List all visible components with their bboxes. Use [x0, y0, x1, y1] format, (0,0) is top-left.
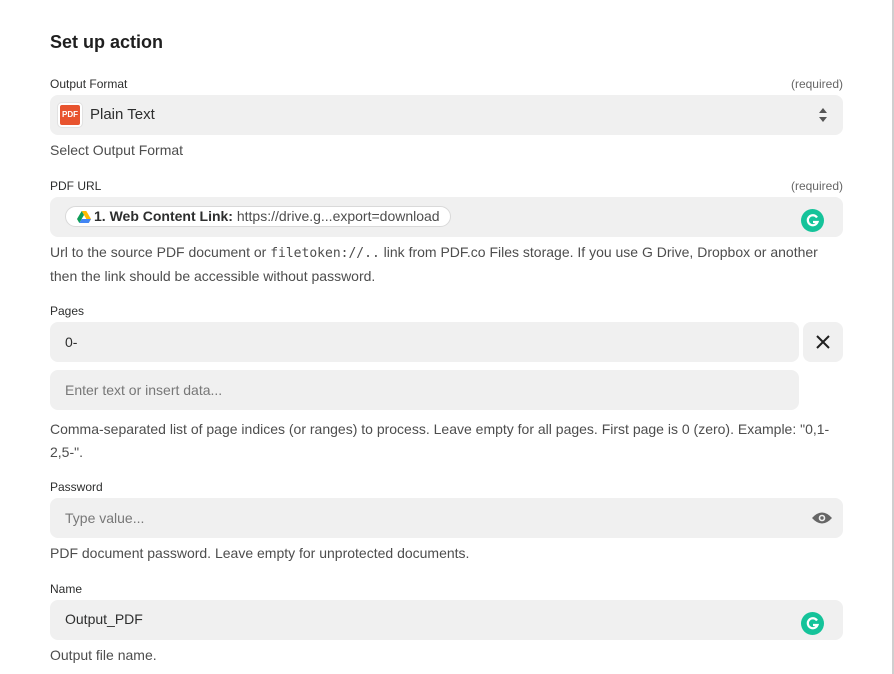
sort-arrows-icon — [818, 107, 828, 123]
eye-icon[interactable] — [811, 511, 833, 525]
output-format-select[interactable] — [50, 95, 843, 135]
output-format-value: Plain Text — [90, 106, 155, 123]
google-drive-icon — [77, 211, 91, 223]
chip-prefix: 1. Web Content Link: — [94, 208, 233, 224]
pdf-url-field[interactable] — [50, 197, 843, 237]
output-format-help: Select Output Format — [50, 142, 184, 158]
name-input[interactable] — [50, 600, 843, 640]
remove-pages-button[interactable] — [803, 322, 843, 362]
pages-extra-input[interactable] — [50, 370, 799, 410]
name-help: Output file name. — [50, 647, 157, 663]
pages-help: Comma-separated list of page indices (or ranges) to process. Leave empty for all pages. First page is 0 (zero). Example: "0,1-2,5-". — [50, 421, 830, 460]
name-label: Name — [50, 582, 83, 596]
password-label: Password — [50, 480, 103, 494]
pages-input[interactable] — [50, 322, 799, 362]
chip-value: https://drive.g...export=download — [236, 208, 440, 224]
pages-label: Pages — [50, 304, 85, 318]
close-icon — [816, 335, 830, 349]
password-placeholder: Type value... — [65, 510, 145, 526]
password-input[interactable] — [50, 498, 843, 538]
pdf-url-required: (required) — [790, 179, 843, 193]
password-help: PDF document password. Leave empty for unprotected documents. — [50, 545, 470, 561]
output-format-required: (required) — [790, 77, 843, 91]
pdf-url-help: Url to the source PDF document or filetoken://.. link from PDF.co Files storage. If you use G Drive, Dropbox or another then the link should be accessible without password. — [50, 244, 818, 284]
pages-extra-placeholder: Enter text or insert data... — [65, 382, 223, 398]
grammarly-icon[interactable] — [801, 612, 824, 635]
grammarly-icon[interactable] — [801, 209, 824, 232]
pdf-url-label: PDF URL — [50, 179, 102, 193]
pages-value: 0- — [65, 334, 78, 350]
name-value: Output_PDF — [65, 611, 143, 627]
pdf-app-icon: PDF — [57, 102, 83, 128]
page-title: Set up action — [50, 32, 164, 52]
output-format-label: Output Format — [50, 77, 128, 91]
mapped-data-chip[interactable] — [65, 206, 451, 227]
